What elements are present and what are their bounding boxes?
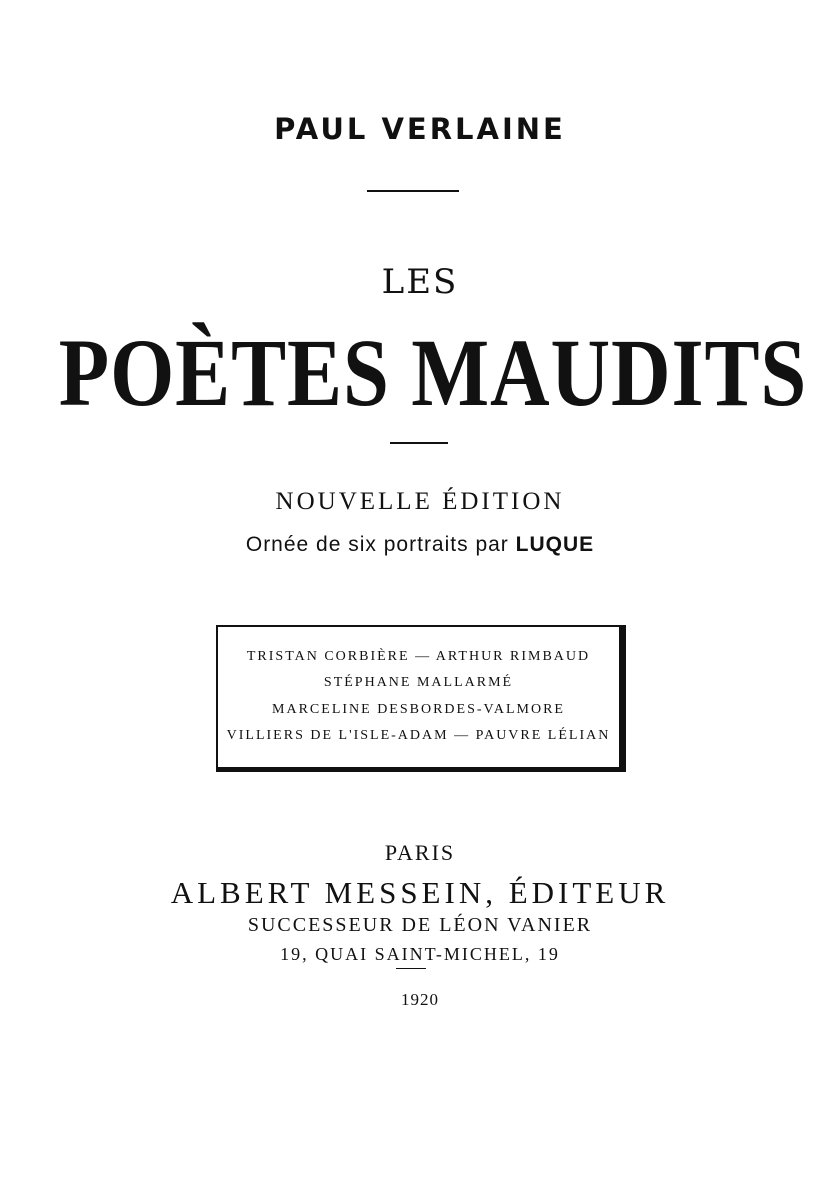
title-article: LES [381, 262, 459, 302]
edition-label: NOUVELLE ÉDITION [275, 488, 565, 515]
publication-city: PARIS [384, 840, 456, 865]
publisher-address: 19, QUAI SAINT-MICHEL, 19 [280, 944, 560, 964]
publication-year: 1920 [401, 990, 439, 1009]
poets-box [216, 625, 626, 772]
divider-rule [367, 190, 459, 192]
poets-line: VILLIERS DE L'ISLE-ADAM — PAUVRE LÉLIAN [226, 728, 611, 743]
publisher-name: ALBERT MESSEIN, ÉDITEUR [170, 875, 670, 910]
poets-line: TRISTAN CORBIÈRE — ARTHUR RIMBAUD [246, 649, 591, 664]
illustrator-name: LUQUE [515, 533, 595, 556]
poets-line: STÉPHANE MALLARMÉ [323, 675, 514, 690]
poets-line: MARCELINE DESBORDES-VALMORE [272, 702, 565, 717]
illustration-credit [0, 533, 840, 557]
divider-rule [390, 442, 448, 444]
illustration-credit-text: Ornée de six portraits par [245, 533, 509, 556]
author-name: PAUL VERLAINE [274, 112, 566, 146]
divider-rule [396, 968, 426, 969]
book-title: POÈTES MAUDITS [58, 319, 808, 426]
publisher-successor: SUCCESSEUR DE LÉON VANIER [247, 914, 593, 936]
